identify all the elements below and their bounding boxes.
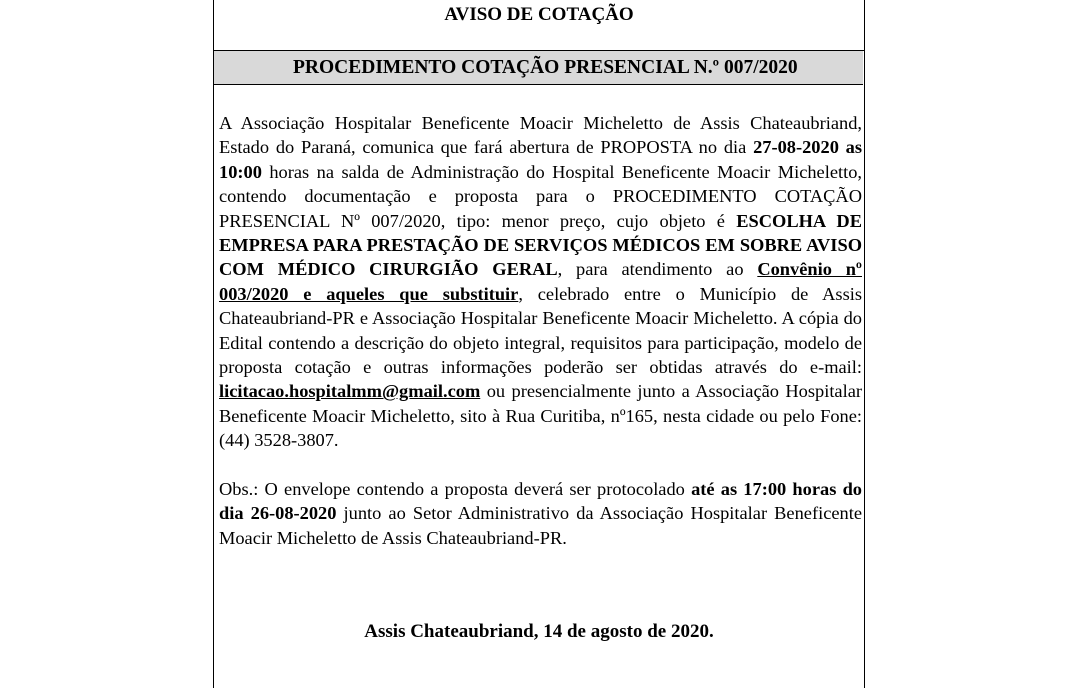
main-text-part2: horas na salda de Administração do Hospital Beneficente Moacir Micheletto, contendo documentação e proposta para o PROCEDIMENTO COTAÇÃO PRESENCIAL Nº 007/2020, tipo: menor preço, cujo objeto é [219,161,862,231]
obs-text-part2: junto ao Setor Administrativo da Associação Hospitalar Beneficente Moacir Micheletto de Assis Chateaubriand-PR. [219,503,862,548]
main-text-part3: , para atendimento ao [557,259,758,280]
obs-text-part1: Obs.: O envelope contendo a proposta deverá ser protocolado [219,478,692,499]
contact-email-link[interactable]: licitacao.hospitalmm@gmail.com [219,381,481,402]
main-text-part5: ou presencialmente junto a Associação Hospitalar Beneficente Moacir Micheletto, sito à Rua Curitiba, nº165, nesta cidade ou pelo Fone: (44) 3528-3807. [219,381,862,451]
paragraph-gap [219,453,862,477]
place-date-signature: Assis Chateaubriand, 14 de agosto de 2020. [364,621,714,642]
opening-date-time: 27-08-2020 as 10:00 [219,137,863,182]
notice-paragraph-main [219,111,862,453]
procedure-heading: PROCEDIMENTO COTAÇÃO PRESENCIAL N.º 007/2020 [293,57,798,78]
submission-deadline: até as 17:00 horas do dia 26-08-2020 [219,478,862,524]
document-title: AVISO DE COTAÇÃO [444,4,634,25]
notice-body [219,111,862,550]
agreement-reference: Convênio nº 003/2020 e aqueles que substituir [219,259,862,304]
main-text-part4: , celebrado entre o Município de Assis Chateaubriand-PR e Associação Hospitalar Beneficente Moacir Micheletto. A cópia do Edital contendo a descrição do objeto integral, requisitos para participação, modelo de proposta cotação e outras informações poderão ser obtidas através do e-mail: [219,283,862,378]
procurement-object: ESCOLHA DE EMPRESA PARA PRESTAÇÃO DE SERVIÇOS MÉDICOS EM SOBRE AVISO COM MÉDICO CIRURGIÃO GERAL [219,210,862,280]
notice-paragraph-obs [219,477,862,550]
main-text-part1: A Associação Hospitalar Beneficente Moacir Micheletto de Assis Chateaubriand, Estado do Paraná, comunica que fará abertura de PROPOSTA no dia [219,113,862,158]
